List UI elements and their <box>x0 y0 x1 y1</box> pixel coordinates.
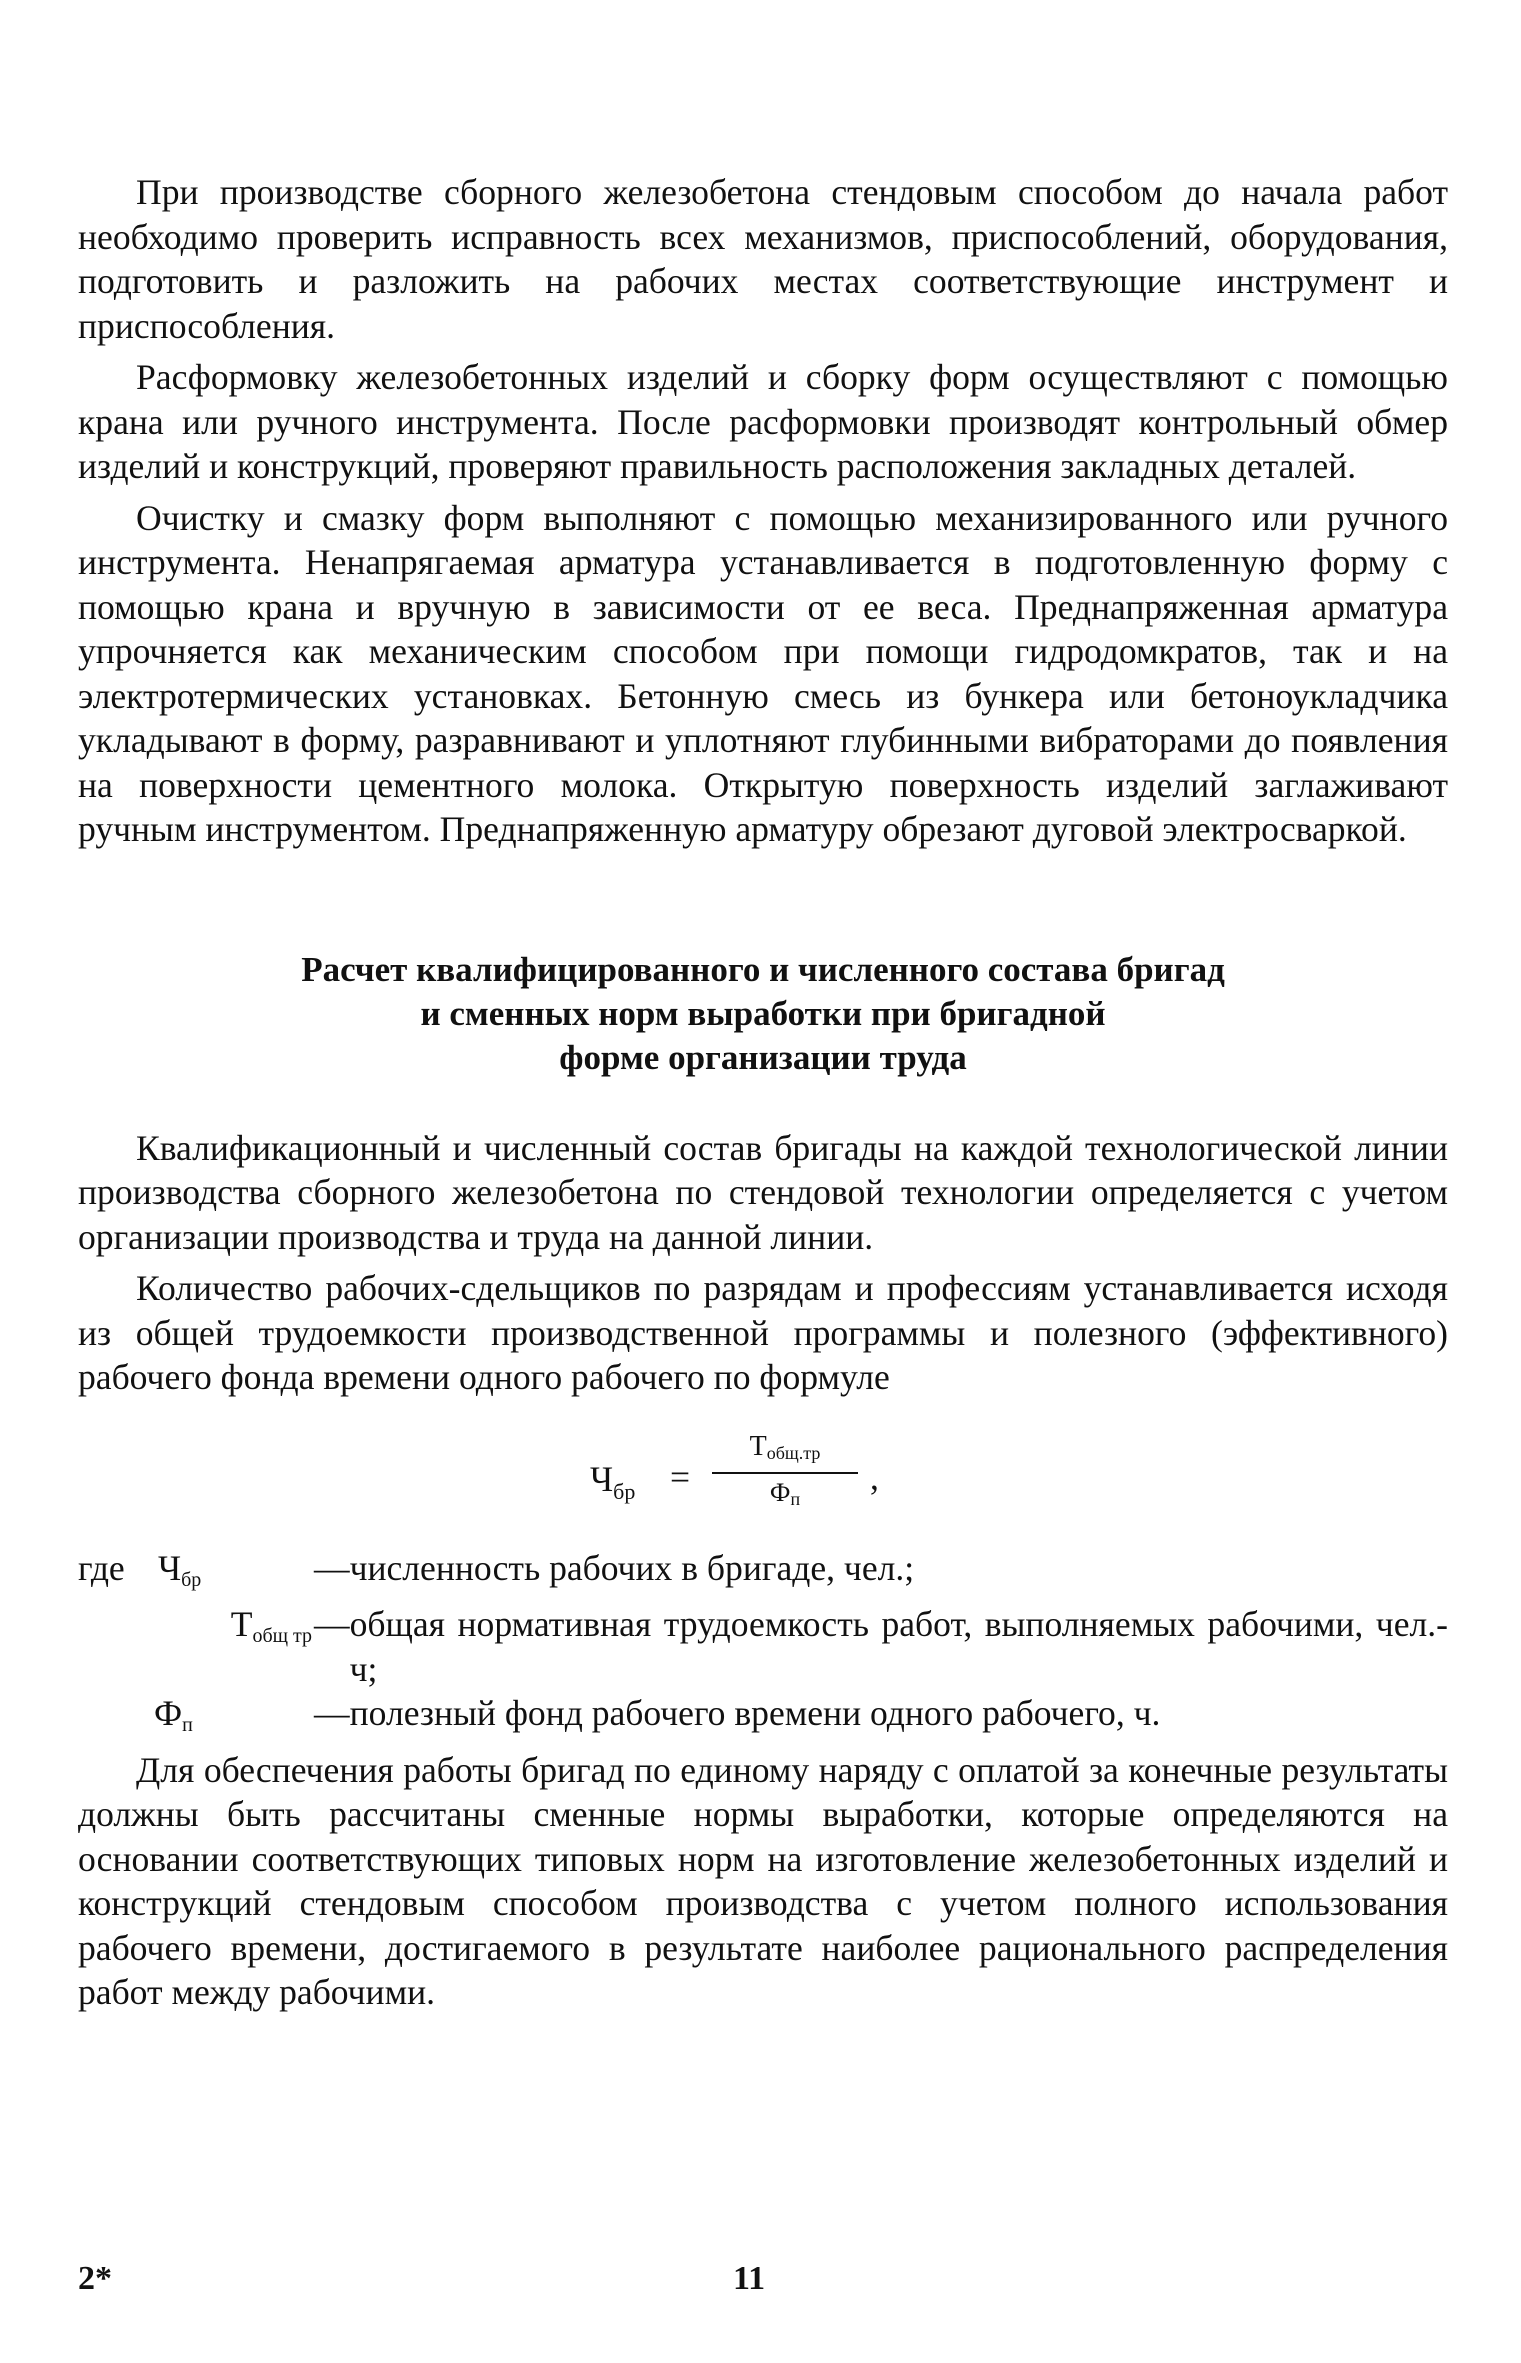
formula-comma: , <box>870 1456 879 1497</box>
definition-row: $Т_{общ тр}$ — общая нормативная трудоемкость работ, выполняемых рабочими, чел.-ч; <box>78 1602 1448 1691</box>
definition-text: полезный фонд рабочего времени одного рабочего, ч. <box>349 1693 1161 1733</box>
fraction-bar <box>712 1472 858 1474</box>
paragraph: Квалификационный и численный состав бригады на каждой технологической линии производства сборного железобетона по стендовой технологии определяется с учетом организации производства и труда на данной линии. <box>78 1127 1448 1257</box>
heading-line: Расчет квалифицированного и численного состава бригад <box>301 949 1225 989</box>
definition-text: общая нормативная трудоемкость работ, выполняемых рабочими, чел.-ч; <box>349 1604 1448 1689</box>
formula-equals: = <box>670 1456 691 1497</box>
definition-term: $Ф_п$ <box>154 1693 193 1736</box>
formula <box>78 1426 1448 1534</box>
formula-fraction <box>712 1430 858 1514</box>
formula-lhs: $Ч_{бр}$ <box>590 1458 636 1504</box>
definition-term: $Т_{общ тр}$ <box>230 1604 312 1647</box>
heading-line: форме организации труда <box>559 1037 967 1077</box>
heading-line: и сменных норм выработки при бригадной <box>420 993 1106 1033</box>
paragraph: Количество рабочих-сдельщиков по разрядам и профессиям устанавливается исходя из общей трудоемкости производственной программы и полезного (эффективного) рабочего фонда времени одного рабочего по формуле <box>78 1268 1448 1397</box>
definition-row: где $Ч_{бр}$ — численность рабочих в бригаде, чел.; <box>78 1546 1448 1603</box>
paragraph: Для обеспечения работы бригад по единому наряду с оплатой за конечные результаты должны быть рассчитаны сменные нормы выработки, которые определяются на основании соответствующих типовых норм на изготовление железобетонных изделий и конструкций стендовым способом производства с учетом полного использования рабочего времени, достигаемого в результате наиболее рационального распределения работ между рабочими. <box>78 1749 1448 2012</box>
paragraph: Очистку и смазку форм выполняют с помощью механизированного или ручного инструмента. Ненапрягаемая арматура устанавливается в подготовленную форму с помощью крана и вручную в зависимости от ее веса. Преднапряженная арматура упрочняется как механическим способом при помощи гидродомкратов, так и на электротермических установках. Бетонную смесь из бункера или бетоноукладчика укладывают в форму, разравнивают и уплотняют глубинными вибраторами до появления на поверхности цементного молока. Открытую поверхность изделий заглаживают ручным инструментом. Преднапряженную арматуру обрезают дуговой электросваркой. <box>78 497 1448 849</box>
paragraph: Расформовку железобетонных изделий и сборку форм осуществляют с помощью крана или ручного инструмента. После расформовки производят контрольный обмер изделий и конструкций, проверяют правильность расположения закладных деталей. <box>78 357 1448 486</box>
definition-text: численность рабочих в бригаде, чел.; <box>349 1547 915 1588</box>
definition-term: где $Ч_{бр}$ <box>78 1547 202 1591</box>
page-body <box>78 170 1448 2022</box>
definition-row: $Ф_п$ — полезный фонд рабочего времени одного рабочего, ч. <box>78 1691 1448 1748</box>
section-heading <box>78 948 1448 1080</box>
formula-definitions <box>78 1546 1448 1748</box>
formula-numerator: $Т_{общ.тр}$ <box>749 1430 821 1463</box>
paragraph: При производстве сборного железобетона стендовым способом до начала работ необходимо проверить исправность всех механизмов, приспособлений, оборудования, подготовить и разложить на рабочих местах соответствующие инструмент и приспособления. <box>78 172 1448 346</box>
page-number: 11 <box>733 2260 766 2297</box>
signature-mark: 2* <box>78 2260 112 2297</box>
formula-denominator: $Ф_п$ <box>769 1477 801 1509</box>
